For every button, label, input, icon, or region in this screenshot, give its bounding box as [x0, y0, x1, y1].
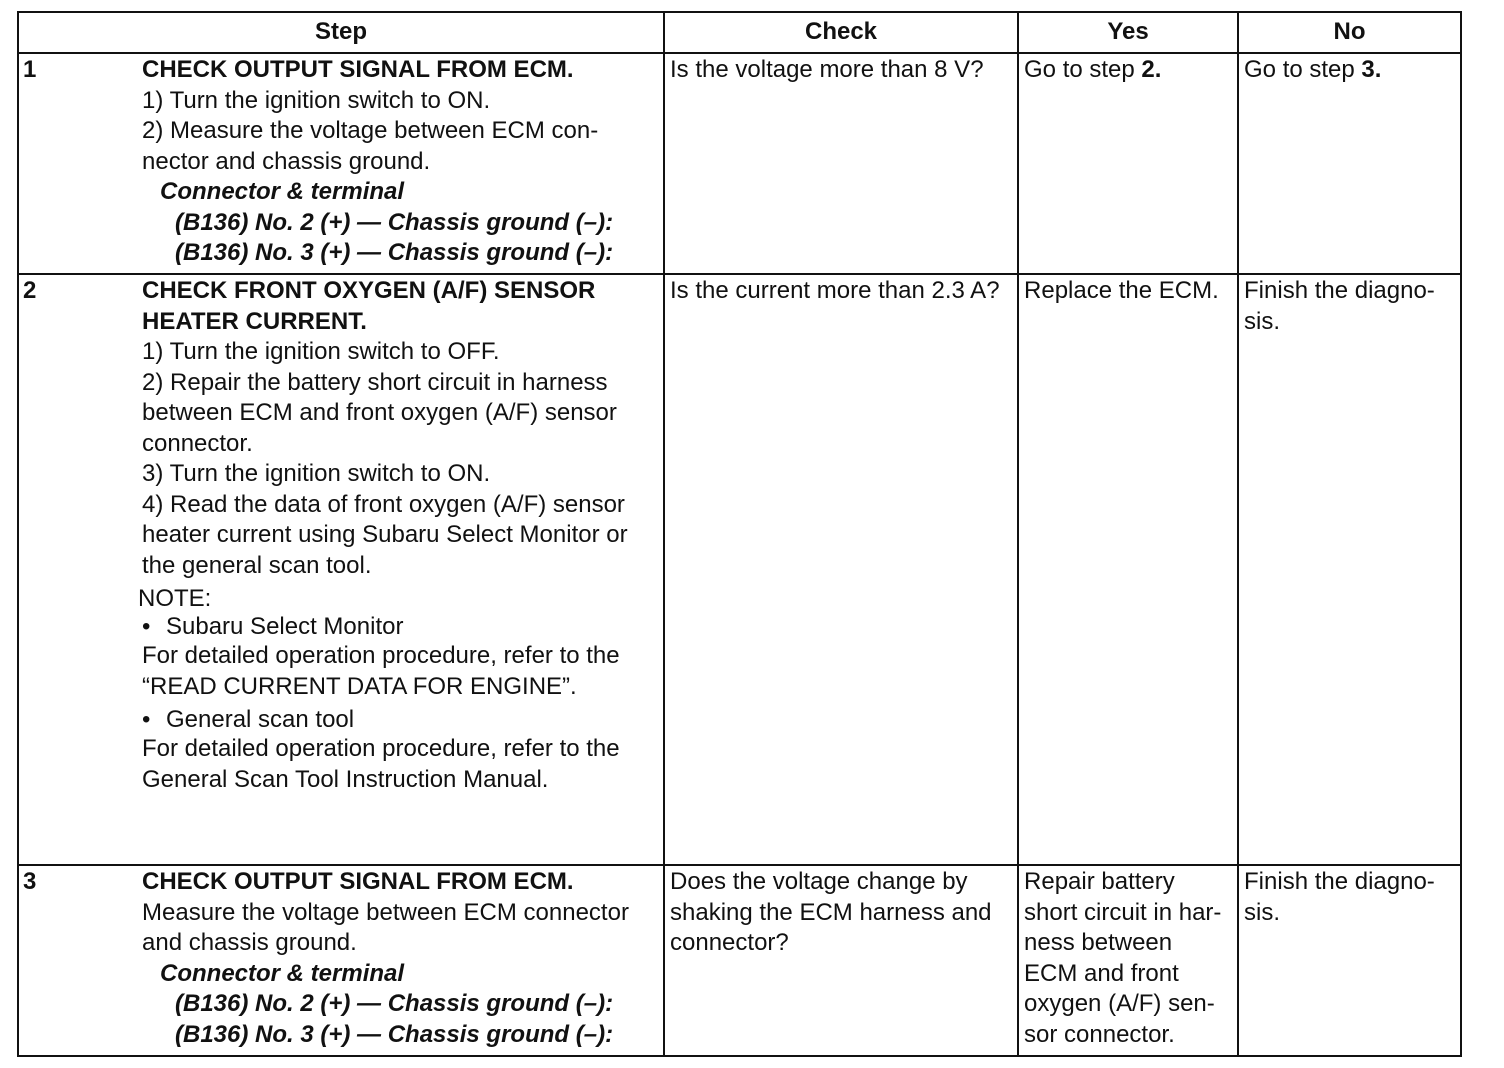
yes-line: sor connector.: [1024, 1020, 1175, 1048]
note-heading: NOTE:: [138, 585, 212, 612]
note-bullet: [142, 612, 657, 641]
connector-terminal: (B136) No. 2 (+) — Chassis ground (–):: [175, 990, 614, 1017]
step-content: [137, 865, 664, 1056]
step-content: [137, 274, 664, 865]
no-step-ref: 3.: [1361, 56, 1382, 83]
step-line: nector and chassis ground.: [142, 147, 431, 175]
check-cell: Is the current more than 2.3 A?: [664, 274, 1018, 865]
connector-terminal: (B136) No. 3 (+) — Chassis ground (–):: [175, 1020, 614, 1048]
note-text: For detailed operation procedure, refer to the: [142, 642, 620, 669]
yes-line: oxygen (A/F) sen-: [1024, 990, 1215, 1017]
step-line: Measure the voltage between ECM connector: [142, 898, 629, 926]
no-line: Finish the diagno-: [1244, 277, 1435, 304]
step-line: 2) Measure the voltage between ECM con-: [142, 117, 599, 144]
step-title: CHECK OUTPUT SIGNAL FROM ECM.: [142, 56, 574, 83]
step-title: CHECK FRONT OXYGEN (A/F) SENSOR: [142, 277, 596, 304]
step-line: 3) Turn the ignition switch to ON.: [142, 460, 491, 487]
bullet-dot-icon: •: [142, 613, 151, 640]
table-row: [18, 274, 1461, 865]
no-line: Finish the diagno-: [1244, 868, 1435, 895]
table-row: [18, 865, 1461, 1056]
check-cell: [664, 865, 1018, 1056]
table-row: [18, 53, 1461, 274]
yes-line: Repair battery: [1024, 868, 1175, 895]
bullet-dot-icon: •: [142, 706, 151, 733]
no-cell: [1238, 53, 1461, 274]
no-cell: [1238, 865, 1461, 1056]
yes-line: ness between: [1024, 929, 1173, 956]
note-text: For detailed operation procedure, refer to the: [142, 735, 620, 762]
step-line: and chassis ground.: [142, 929, 357, 956]
yes-cell: Replace the ECM.: [1018, 274, 1238, 865]
no-line: sis.: [1244, 307, 1281, 335]
yes-step-ref: 2.: [1141, 56, 1162, 83]
no-text: Go to step: [1244, 56, 1362, 83]
step-line: connector.: [142, 429, 253, 457]
no-cell: [1238, 274, 1461, 865]
note-text: “READ CURRENT DATA FOR ENGINE”.: [142, 672, 577, 700]
no-line: sis.: [1244, 898, 1281, 926]
note-bullet: [142, 705, 657, 734]
yes-text: Go to step: [1024, 56, 1142, 83]
step-line: 1) Turn the ignition switch to OFF.: [142, 338, 500, 365]
connector-heading: Connector & terminal: [160, 178, 405, 205]
check-line: shaking the ECM harness and: [670, 898, 992, 926]
step-number: 2: [18, 274, 137, 865]
step-line: 1) Turn the ignition switch to ON.: [142, 86, 491, 114]
header-step: Step: [18, 12, 664, 53]
yes-cell: [1018, 865, 1238, 1056]
check-line: connector?: [670, 929, 789, 956]
check-cell: Is the voltage more than 8 V?: [664, 53, 1018, 274]
header-check: Check: [664, 12, 1018, 53]
connector-heading: Connector & terminal: [160, 959, 405, 987]
note-text: General Scan Tool Instruction Manual.: [142, 765, 549, 793]
yes-line: short circuit in har-: [1024, 898, 1222, 926]
step-number: 1: [18, 53, 137, 274]
step-content: [137, 53, 664, 274]
header-row: [18, 12, 1461, 53]
step-line: 2) Repair the battery short circuit in harness: [142, 368, 608, 396]
connector-terminal: (B136) No. 2 (+) — Chassis ground (–):: [175, 208, 614, 236]
step-title: CHECK OUTPUT SIGNAL FROM ECM.: [142, 868, 574, 895]
header-no: No: [1238, 12, 1461, 53]
step-number: 3: [18, 865, 137, 1056]
step-line: between ECM and front oxygen (A/F) sensor: [142, 399, 617, 426]
yes-cell: [1018, 53, 1238, 274]
step-line: heater current using Subaru Select Monitor or: [142, 521, 628, 548]
connector-terminal: (B136) No. 3 (+) — Chassis ground (–):: [175, 239, 614, 266]
note-bullet-text: General scan tool: [166, 706, 355, 733]
header-yes: Yes: [1018, 12, 1238, 53]
yes-line: ECM and front: [1024, 959, 1179, 987]
note-bullet-text: Subaru Select Monitor: [166, 613, 404, 640]
step-line: 4) Read the data of front oxygen (A/F) sensor: [142, 490, 625, 518]
check-line: Does the voltage change by: [670, 868, 968, 895]
step-line: the general scan tool.: [142, 551, 372, 579]
step-title: HEATER CURRENT.: [142, 307, 367, 335]
diagnostic-table: [17, 11, 1462, 1057]
